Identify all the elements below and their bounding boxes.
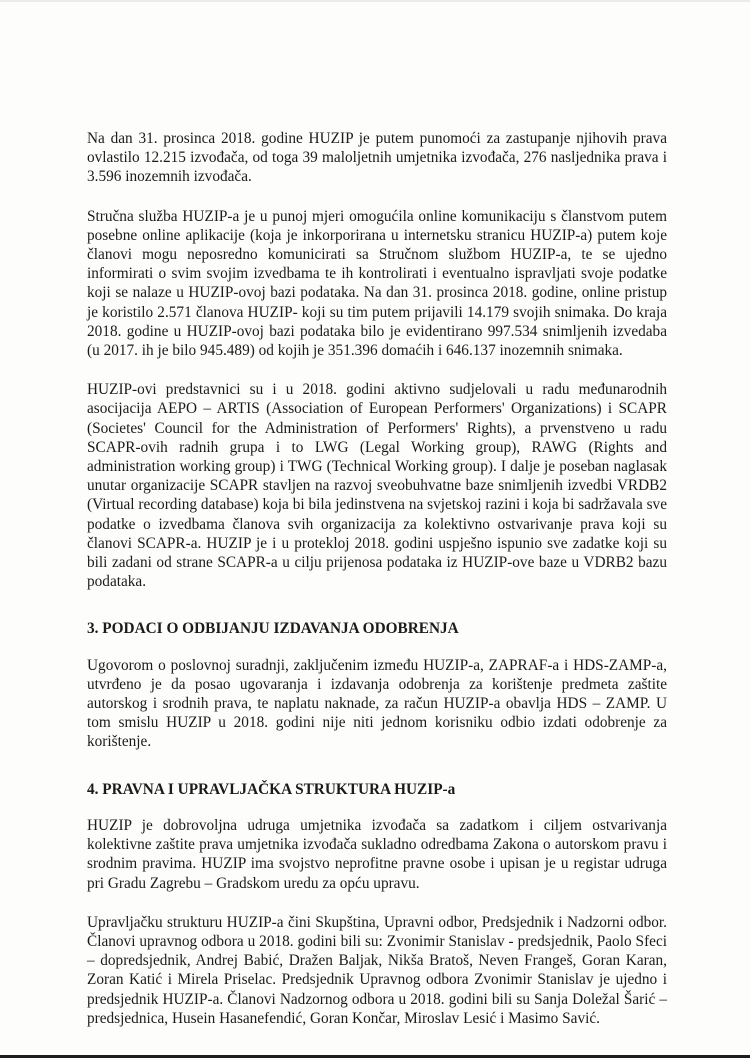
paragraph-legal-structure: HUZIP je dobrovoljna udruga umjetnika izvođača sa zadatkom i ciljem ostvarivanja kolektivne zaštite prava umjetnika izvođača sukladno odredbama Zakona o autorskom pravu i srodnim pravima. HUZIP ima svojstvo neprofitne pravne osobe i upisan je u registar udruga pri Gradu Zagrebu – Gradskom uredu za opću upravu.	[87, 816, 667, 892]
paragraph-international-associations: HUZIP-ovi predstavnici su i u 2018. godini aktivno sudjelovali u radu međunarodnih asocijacija AEPO – ARTIS (Association of European Performers' Organizations) i SCAPR (Societes' Council for the Administration of Performers' Rights), a prvenstveno u radu SCAPR-ovih radnih grupa i to LWG (Legal Working group), RAWG (Rights and administration working group) i TWG (Technical Working group). I dalje je poseban naglasak unutar organizacije SCAPR stavljen na razvoj sveobuhvatne baze snimljenih izvedbi VRDB2 (Virtual recording database) koja bi bila jedinstvena na svjetskoj razini i koja bi sadržavala sve podatke o izvedbama članova svih organizacija za kolektivno ostvarivanje prava koji su članovi SCAPR-a. HUZIP je i u protekloj 2018. godini uspješno ispunio sve zadatke koji su bili zadani od strane SCAPR-a u cilju prijenosa podataka iz HUZIP-ove baze u VDRB2 bazu podataka.	[87, 381, 667, 591]
paragraph-membership-stats: Na dan 31. prosinca 2018. godine HUZIP je putem punomoći za zastupanje njihovih prava ovlastilo 12.215 izvođača, od toga 39 maloljetnih umjetnika izvođača, 276 nasljednika prava i 3.596 inozemnih izvođača.	[87, 130, 667, 186]
scan-edge	[0, 0, 750, 2]
section-3-heading: 3. PODACI O ODBIJANJU IZDAVANJA ODOBRENJA	[87, 620, 459, 638]
paragraph-management-structure: Upravljačku strukturu HUZIP-a čini Skupština, Upravni odbor, Predsjednik i Nadzorni odbor. Članovi upravnog odbora u 2018. godini bili su: Zvonimir Stanislav - predsjednik, Paolo Sfeci – dopredsjednik, Andrej Babić, Dražen Baljak, Nikša Bratoš, Neven Frangeš, Goran Karan, Zoran Katić i Mirela Priselac. Predsjednik Upravnog odbora Zvonimir Stanislav je ujedno i predsjednik HUZIP-a. Članovi Nadzornog odbora u 2018. godini bili su Sanja Doležal Šarić – predsjednica, Husein Hasanefendić, Goran Končar, Miroslav Lesić i Masimo Savić.	[87, 913, 667, 1027]
bottom-border-line	[0, 1055, 750, 1058]
section-4-heading: 4. PRAVNA I UPRAVLJAČKA STRUKTURA HUZIP-a	[87, 780, 456, 798]
paragraph-online-communication: Stručna služba HUZIP-a je u punoj mjeri omogućila online komunikaciju s članstvom putem posebne online aplikacije (koja je inkorporirana u internetsku stranicu HUZIP-a) putem koje članovi mogu neposredno komunicirati sa Stručnom službom HUZIP-a, te se ujedno informirati o svim svojim izvedbama te ih kontrolirati i eventualno ispravljati svoje podatke koji se nalaze u HUZIP-ovoj bazi podataka. Na dan 31. prosinca 2018. godine, online pristup je koristilo 2.571 članova HUZIP- koji su tim putem prijavili 14.179 svojih snimaka. Do kraja 2018. godine u HUZIP-ovoj bazi podataka bilo je evidentirano 997.534 snimljenih izvedaba (u 2017. ih je bilo 945.489) od kojih je 351.396 domaćih i 646.137 inozemnih snimaka.	[87, 207, 667, 360]
paragraph-licensing-refusals: Ugovorom o poslovnoj suradnji, zaključenim između HUZIP-a, ZAPRAF-a i HDS-ZAMP-a, utvrđeno je da posao ugovaranja i izdavanja odobrenja za korištenje predmeta zaštite autorskog i srodnih prava, te naplatu naknade, za račun HUZIP-a obavlja HDS – ZAMP. U tom smislu HUZIP u 2018. godini nije niti jednom korisniku odbio izdati odobrenje za korištenje.	[87, 656, 667, 751]
document-body	[87, 129, 667, 1028]
